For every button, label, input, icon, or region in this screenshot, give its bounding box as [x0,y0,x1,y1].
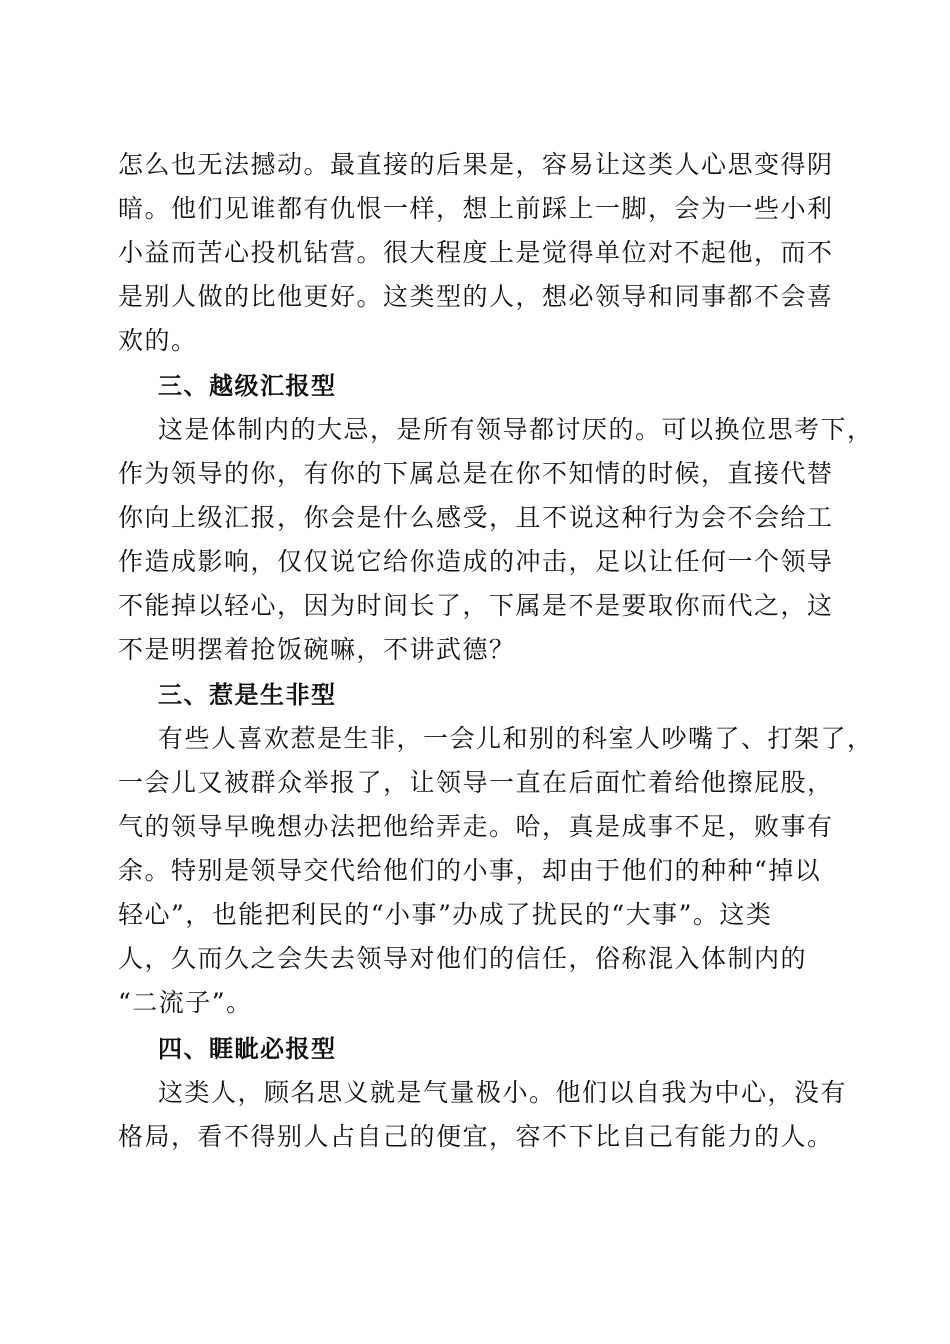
paragraph-line: 余。特别是领导交代给他们的小事，却由于他们的种种“掉以 [118,856,822,885]
paragraph-line: 有些人喜欢惹是生非，一会儿和别的科室人吵嘴了、打架了， [158,724,874,753]
paragraph-line: 怎么也无法撼动。最直接的后果是，容易让这类人心思变得阴 [118,150,834,179]
paragraph-line: 人，久而久之会失去领导对他们的信任，俗称混入体制内的 [118,944,808,973]
paragraph-line: 格局，看不得别人占自己的便宜，容不下比自己有能力的人。 [118,1122,834,1151]
paragraph-line: 小益而苦心投机钻营。很大程度上是觉得单位对不起他，而不 [118,238,834,267]
paragraph-line: 你向上级汇报，你会是什么感受，且不说这种行为会不会给工 [118,503,834,532]
section-heading: 三、惹是生非型 [158,681,337,709]
paragraph-line: 是别人做的比他更好。这类型的人，想必领导和同事都不会喜 [118,282,834,311]
paragraph-line: 一会儿又被群众举报了，让领导一直在后面忙着给他擦屁股， [118,768,834,797]
paragraph-line: 气的领导早晚想办法把他给弄走。哈，真是成事不足，败事有 [118,812,834,841]
paragraph-line: 欢的。 [118,326,198,355]
paragraph-line: 作为领导的你，有你的下属总是在你不知情的时候，直接代替 [118,459,834,488]
paragraph-line: 轻心”，也能把利民的“小事”办成了扰民的“大事”。这类 [118,900,773,929]
paragraph-line: 这类人，顾名思义就是气量极小。他们以自我为中心，没有 [158,1078,848,1107]
paragraph-line: 暗。他们见谁都有仇恨一样，想上前踩上一脚，会为一些小利 [118,194,834,223]
section-heading: 四、睚眦必报型 [158,1035,337,1063]
paragraph-line: 不能掉以轻心，因为时间长了，下属是不是要取你而代之，这 [118,591,834,620]
section-heading: 三、越级汇报型 [158,372,337,400]
paragraph-line: “二流子”。 [118,988,253,1017]
paragraph-line: 不是明摆着抢饭碗嘛，不讲武德？ [118,635,516,664]
paragraph-line: 这是体制内的大忌，是所有领导都讨厌的。可以换位思考下， [158,415,874,444]
paragraph-line: 作造成影响，仅仅说它给你造成的冲击，足以让任何一个领导 [118,547,834,576]
